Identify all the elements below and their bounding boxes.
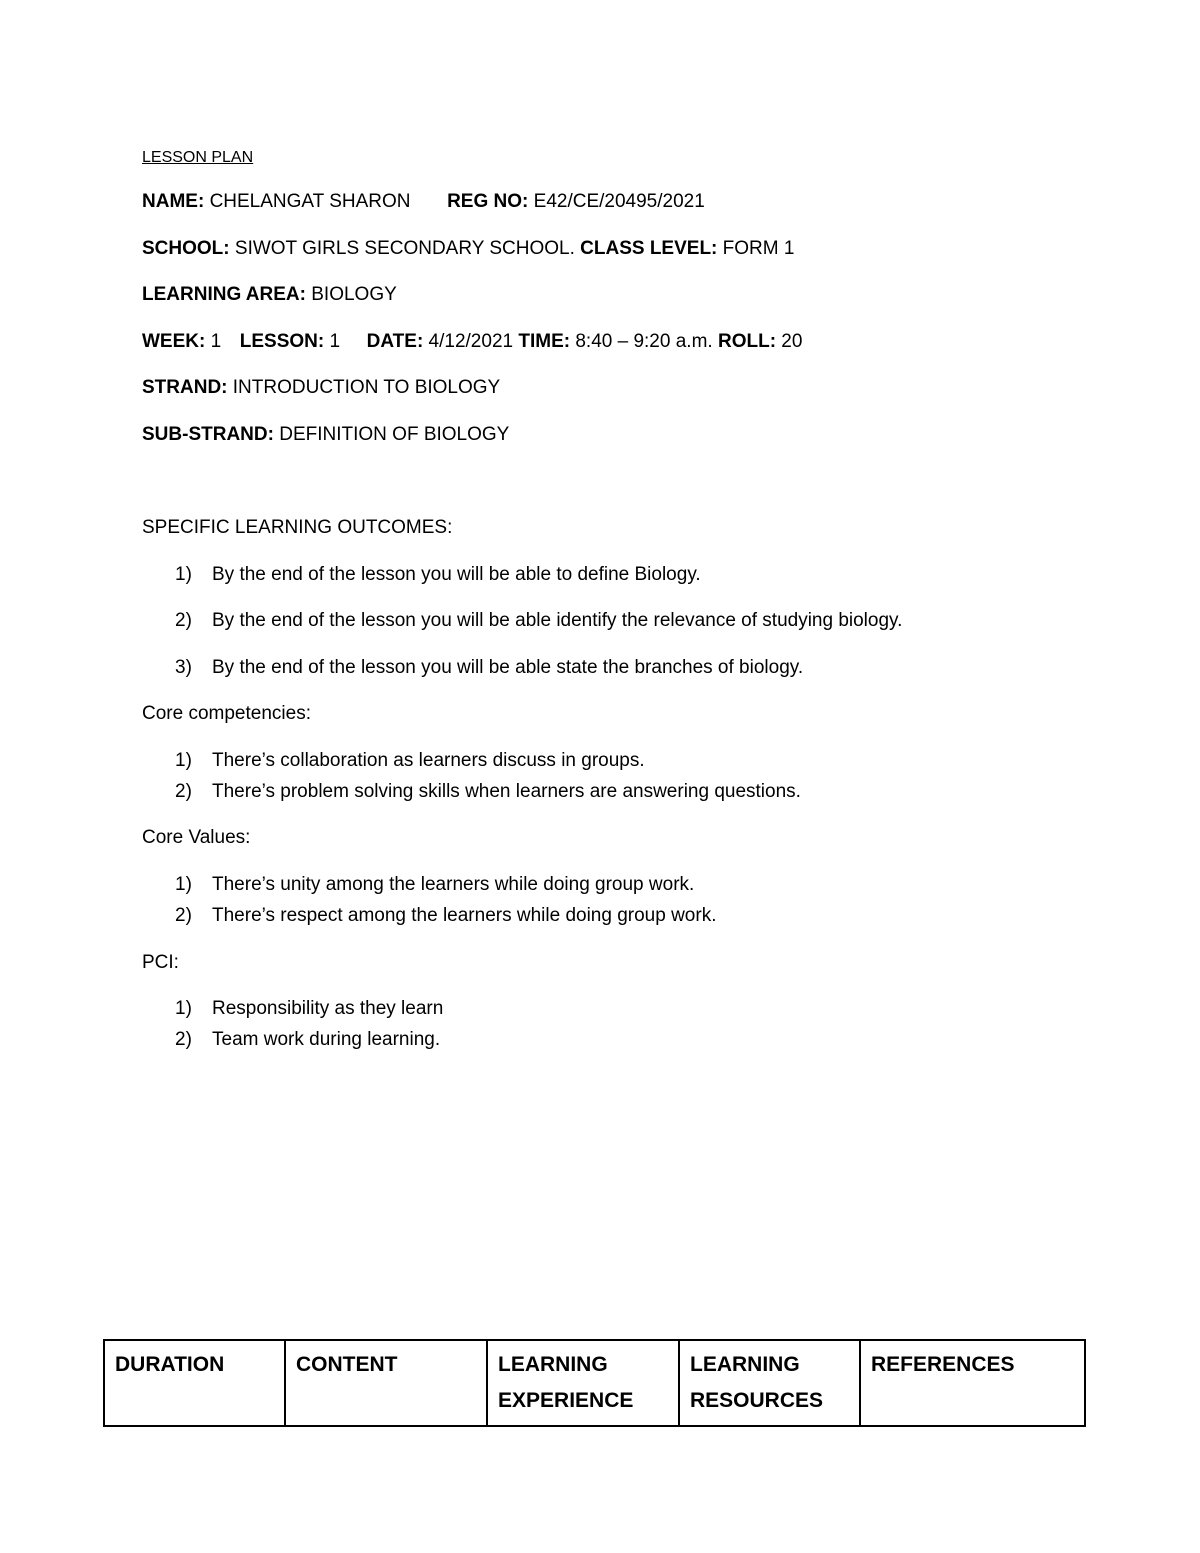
week-value: 1 <box>210 331 222 352</box>
schedule-line: WEEK: 1 LESSON: 1 DATE: 4/12/2021 TIME: 8:40 – 9:20 a.m. ROLL: 20 <box>142 331 803 352</box>
values-heading: Core Values: <box>142 827 251 848</box>
strand-line <box>142 376 500 400</box>
lesson-plan-table <box>103 1339 1086 1427</box>
column-header-learning-experience: LEARNING EXPERIENCE <box>487 1340 679 1426</box>
pci-heading: PCI: <box>142 952 179 973</box>
school-label: SCHOOL <box>142 238 224 259</box>
list-text: By the end of the lesson you will be able identify the relevance of studying biology. <box>212 610 903 631</box>
table-header-row <box>104 1340 1085 1426</box>
week-label: WEEK <box>142 331 199 352</box>
school-line: SCHOOL: SIWOT GIRLS SECONDARY SCHOOL. CLASS LEVEL: FORM 1 <box>142 238 795 259</box>
reg-value: E42/CE/20495/2021 <box>533 191 705 212</box>
list-text: By the end of the lesson you will be able state the branches of biology. <box>212 657 804 678</box>
strand-label: STRAND: <box>142 377 228 398</box>
substrand-label: SUB-STRAND: <box>142 424 274 445</box>
school-value: SIWOT GIRLS SECONDARY SCHOOL. <box>234 238 575 259</box>
page-title: LESSON PLAN <box>142 149 254 166</box>
list-number: 2) <box>175 905 192 926</box>
competencies-heading: Core competencies: <box>142 703 311 724</box>
substrand-line <box>142 423 509 447</box>
time-label: TIME <box>518 331 564 352</box>
list-text: There’s problem solving skills when learners are answering questions. <box>212 781 801 802</box>
column-header-content: CONTENT <box>285 1340 487 1426</box>
list-number: 1) <box>175 750 192 771</box>
list-text: By the end of the lesson you will be able to define Biology. <box>212 564 701 585</box>
list-number: 3) <box>175 657 192 678</box>
reg-label: REG NO <box>447 191 523 212</box>
list-text: There’s respect among the learners while doing group work. <box>212 905 717 926</box>
list-number: 1) <box>175 998 192 1019</box>
substrand-value: DEFINITION OF BIOLOGY <box>279 424 510 445</box>
list-number: 2) <box>175 781 192 802</box>
column-header-references: REFERENCES <box>860 1340 1085 1426</box>
name-line: NAME: CHELANGAT SHARON REG NO: E42/CE/20495/2021 <box>142 191 705 212</box>
class-value: FORM 1 <box>722 238 795 259</box>
list-number: 1) <box>175 874 192 895</box>
name-value: CHELANGAT SHARON <box>209 191 411 212</box>
column-header-learning-resources: LEARNING RESOURCES <box>679 1340 860 1426</box>
time-value: 8:40 – 9:20 a.m. <box>575 331 713 352</box>
list-text: Responsibility as they learn <box>212 998 444 1019</box>
list-number: 1) <box>175 564 192 585</box>
area-label: LEARNING AREA <box>142 284 300 305</box>
area-line: LEARNING AREA: BIOLOGY <box>142 284 397 305</box>
date-label: DATE <box>366 331 417 352</box>
outcomes-heading: SPECIFIC LEARNING OUTCOMES: <box>142 517 453 538</box>
area-value: BIOLOGY <box>311 284 397 305</box>
roll-label: ROLL <box>717 331 770 352</box>
name-label: NAME <box>142 191 198 212</box>
list-text: Team work during learning. <box>212 1029 441 1050</box>
date-value: 4/12/2021 <box>428 331 514 352</box>
list-text: There’s unity among the learners while doing group work. <box>212 874 695 895</box>
list-number: 2) <box>175 610 192 631</box>
lesson-label: LESSON <box>239 331 318 352</box>
list-number: 2) <box>175 1029 192 1050</box>
class-label: CLASS LEVEL <box>580 238 712 259</box>
column-header-duration: DURATION <box>104 1340 285 1426</box>
strand-value: INTRODUCTION TO BIOLOGY <box>232 377 501 398</box>
roll-value: 20 <box>781 331 803 352</box>
list-text: There’s collaboration as learners discuss in groups. <box>212 750 645 771</box>
lesson-value: 1 <box>329 331 341 352</box>
